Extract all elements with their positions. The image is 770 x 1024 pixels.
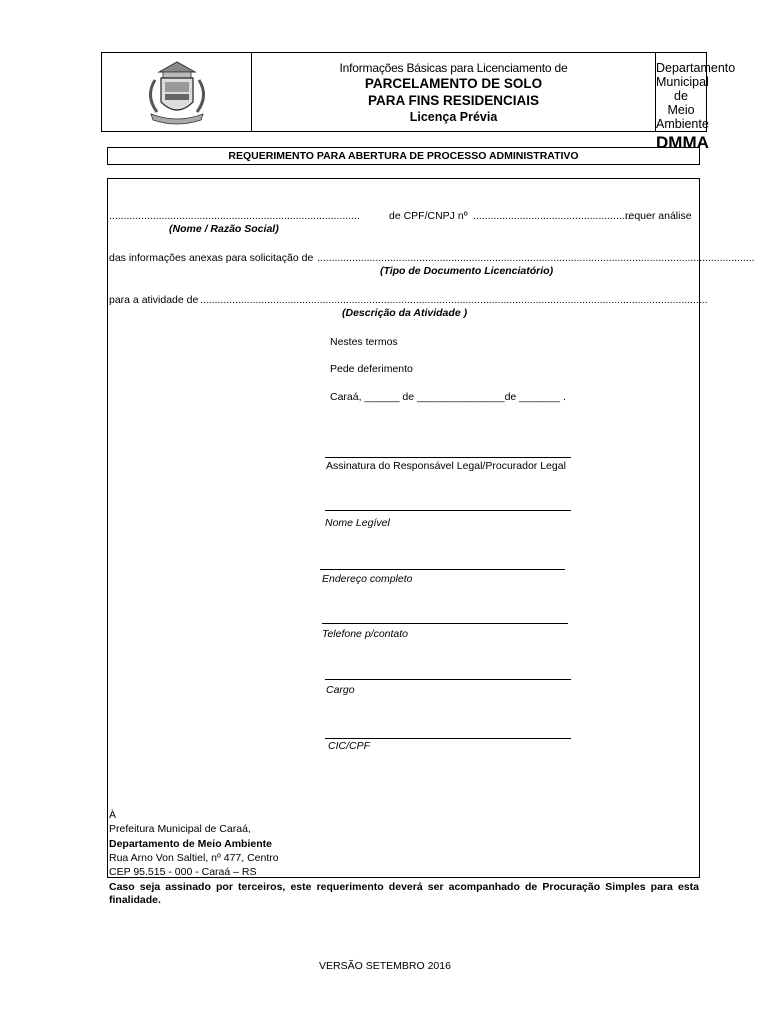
dept-line3: Meio Ambiente: [656, 103, 709, 131]
address-line4: CEP 95.515 - 000 - Caraá – RS: [109, 866, 257, 878]
cic-cpf-label: CIC/CPF: [328, 740, 370, 752]
cargo-label: Cargo: [326, 684, 355, 696]
doc-type-label: (Tipo de Documento Licenciatório): [380, 265, 554, 277]
doc-type-dots[interactable]: ......................................................................................................................................................: [317, 252, 755, 264]
coat-of-arms-icon: [137, 58, 217, 128]
activity-dots[interactable]: ..............................................................................................................................................................................: [200, 294, 708, 306]
form-box: [107, 178, 755, 878]
address-label: Endereço completo: [322, 573, 413, 585]
header-line1: Informações Básicas para Licenciamento de: [339, 61, 568, 75]
pede-deferimento: Pede deferimento: [330, 363, 413, 375]
requer-text: requer análise: [625, 210, 692, 222]
header-line2: PARCELAMENTO DE SOLO: [364, 76, 543, 91]
cpf-line[interactable]: [325, 738, 571, 739]
activity-text: para a atividade de: [109, 294, 199, 306]
cpf-label: de CPF/CNPJ nº: [389, 210, 468, 222]
address-line[interactable]: [320, 569, 565, 570]
header-line3: PARA FINS RESIDENCIAIS: [367, 93, 540, 108]
address-line3: Rua Arno Von Saltiel, nº 477, Centro: [109, 852, 279, 864]
phone-label: Telefone p/contato: [322, 628, 409, 640]
signature-line[interactable]: [325, 457, 571, 458]
phone-line[interactable]: [322, 623, 568, 624]
header-table: [101, 52, 736, 152]
proxy-note: Caso seja assinado por terceiros, este requerimento deverá ser acompanhado de Procuração Simples para esta finalidade.: [109, 881, 699, 906]
address-line1: Prefeitura Municipal de Caraá,: [109, 823, 251, 835]
department-cell: [656, 53, 736, 152]
name-line[interactable]: [325, 510, 571, 511]
version-footer: VERSÃO SETEMBRO 2016: [319, 960, 451, 972]
address-line2: Departamento de Meio Ambiente: [109, 838, 272, 850]
cpf-dots[interactable]: ......................................................: [473, 210, 631, 222]
dept-line1: Departamento Municipal: [656, 61, 736, 89]
legible-name-label: Nome Legível: [325, 517, 390, 529]
name-label: (Nome / Razão Social): [169, 223, 279, 235]
address-to: À: [109, 809, 117, 821]
signature-label: Assinatura do Responsável Legal/Procurador Legal: [326, 460, 566, 472]
document-title: REQUERIMENTO PARA ABERTURA DE PROCESSO ADMINISTRATIVO: [107, 147, 700, 165]
name-dots[interactable]: ......................................................................................: [109, 210, 360, 222]
cargo-line[interactable]: [325, 679, 571, 680]
nestes-termos: Nestes termos: [330, 336, 398, 348]
coat-of-arms-cell: [102, 53, 252, 131]
dept-line2: de: [674, 89, 688, 103]
header-line4: Licença Prévia: [409, 110, 498, 124]
header-title-cell: [252, 53, 656, 131]
activity-label: (Descrição da Atividade ): [342, 307, 468, 319]
city-date-line[interactable]: Caraá, ______ de _______________de _______ .: [330, 391, 566, 403]
solicitation-text: das informações anexas para solicitação de: [109, 252, 314, 264]
dept-abbr: DMMA: [656, 133, 709, 152]
